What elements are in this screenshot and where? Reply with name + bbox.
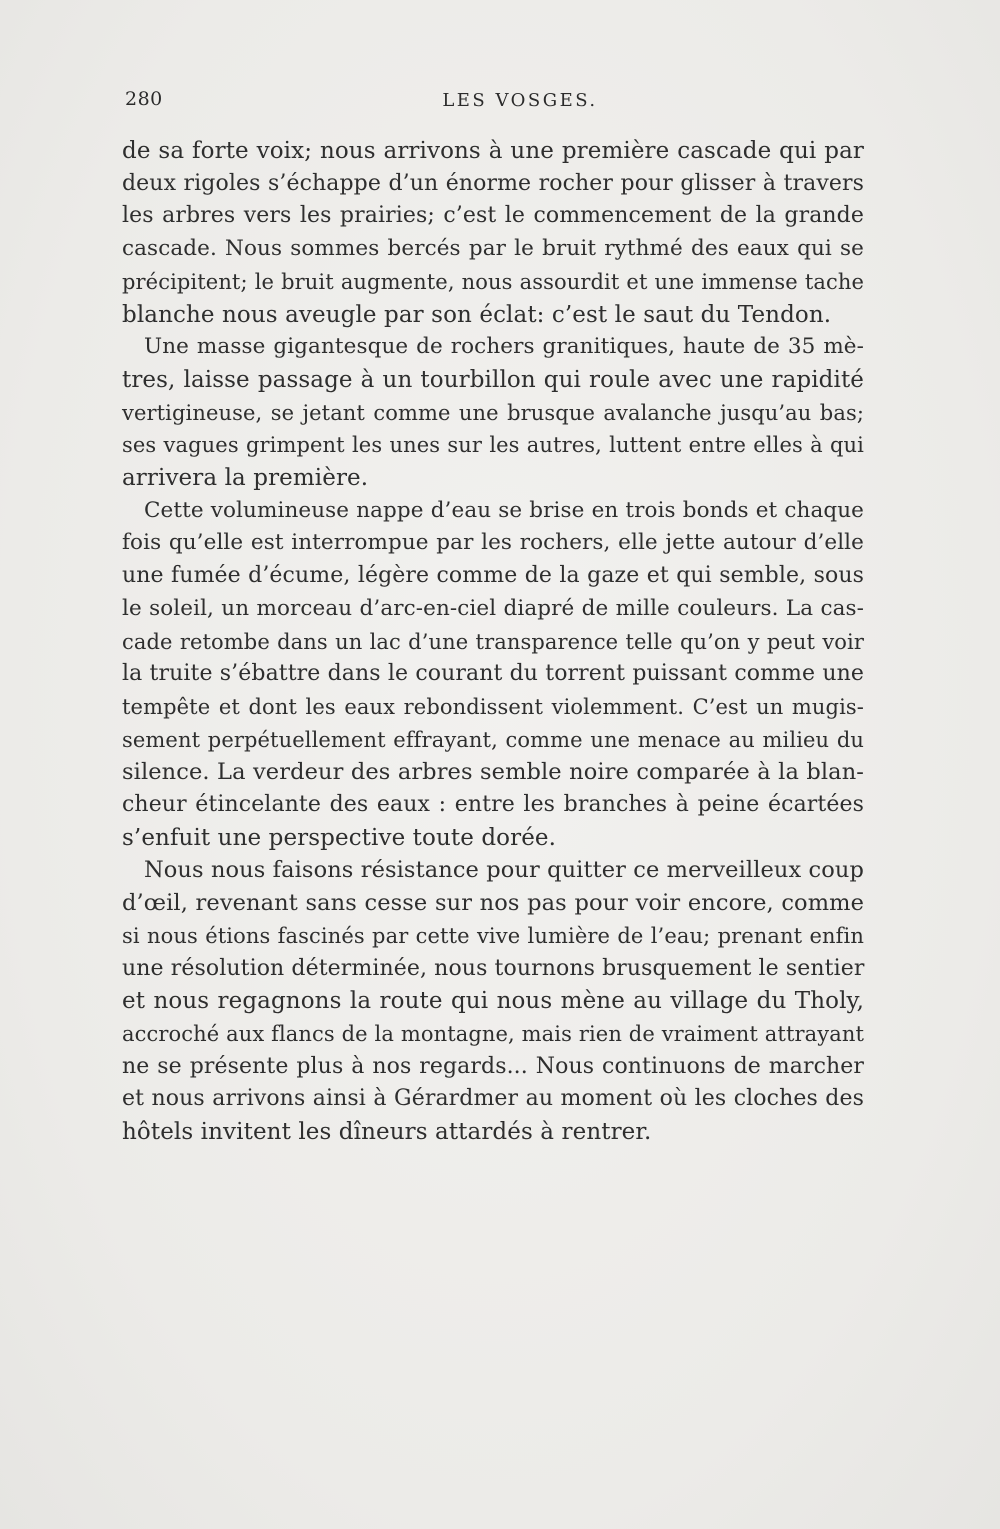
page-header <box>125 88 865 120</box>
text-line: les arbres vers les prairies; c’est le commencement de la grande <box>122 203 864 229</box>
text-line: une résolution déterminée, nous tournons brusquement le sentier <box>122 955 865 981</box>
text-line: ses vagues grimpent les unes sur les autres, luttent entre elles à qui <box>122 433 864 458</box>
text-line: tres, laisse passage à un tourbillon qui roule avec une rapidité <box>122 366 864 393</box>
text-line: Cette volumineuse nappe d’eau se brise en trois bonds et chaque <box>144 497 864 523</box>
text-line: une fumée d’écume, légère comme de la gaze et qui semble, sous <box>122 563 864 589</box>
text-line: Une masse gigantesque de rochers granitiques, haute de 35 mè- <box>144 334 864 360</box>
text-line: blanche nous aveugle par son éclat: c’est le saut du Tendon. <box>122 301 832 328</box>
page-number: 280 <box>125 88 163 110</box>
text-line: précipitent; le bruit augmente, nous assourdit et une immense tache <box>122 269 864 294</box>
text-line: de sa forte voix; nous arrivons à une première cascade qui par <box>122 138 864 164</box>
text-line: et nous regagnons la route qui nous mène au village du Tholy, <box>122 988 864 1015</box>
text-line: la truite s’ébattre dans le courant du torrent puissant comme une <box>122 661 864 687</box>
text-line: accroché aux flancs de la montagne, mais rien de vraiment attrayant <box>122 1021 864 1046</box>
text-line: ne se présente plus à nos regards... Nous continuons de marcher <box>122 1053 864 1079</box>
paragraph <box>122 135 864 331</box>
text-line: hôtels invitent les dîneurs attardés à rentrer. <box>122 1119 652 1146</box>
text-line: cascade. Nous sommes bercés par le bruit rythmé des eaux qui se <box>122 236 864 262</box>
running-head: LES VOSGES. <box>442 90 598 111</box>
text-line: vertigineuse, se jetant comme une brusque avalanche jusqu’au bas; <box>122 400 864 425</box>
text-line: cade retombe dans un lac d’une transparence telle qu’on y peut voir <box>122 629 864 654</box>
paragraph <box>122 331 864 495</box>
text-line: et nous arrivons ainsi à Gérardmer au moment où les cloches des <box>122 1086 864 1112</box>
text-line: sement perpétuellement effrayant, comme une menace au milieu du <box>122 727 864 752</box>
text-line: d’œil, revenant sans cesse sur nos pas pour voir encore, comme <box>122 890 864 917</box>
paragraph <box>122 854 864 1148</box>
text-line: deux rigoles s’échappe d’un énorme rocher pour glisser à travers <box>122 170 864 196</box>
text-line: arrivera la première. <box>122 465 369 492</box>
text-line: s’enfuit une perspective toute dorée. <box>122 824 557 851</box>
text-line: Nous nous faisons résistance pour quitter ce merveilleux coup <box>144 857 864 884</box>
text-line: silence. La verdeur des arbres semble noire comparée à la blan- <box>122 759 864 786</box>
text-line: si nous étions fascinés par cette vive lumière de l’eau; prenant enfin <box>122 923 864 948</box>
text-line: fois qu’elle est interrompue par les rochers, elle jette autour d’elle <box>122 530 864 556</box>
text-line: tempête et dont les eaux rebondissent violemment. C’est un mugis- <box>122 694 864 719</box>
text-line: le soleil, un morceau d’arc-en-ciel diapré de mille couleurs. La cas- <box>122 595 864 621</box>
paragraph <box>122 495 864 855</box>
body-text <box>122 135 864 1149</box>
text-line: cheur étincelante des eaux : entre les branches à peine écartées <box>122 792 864 818</box>
